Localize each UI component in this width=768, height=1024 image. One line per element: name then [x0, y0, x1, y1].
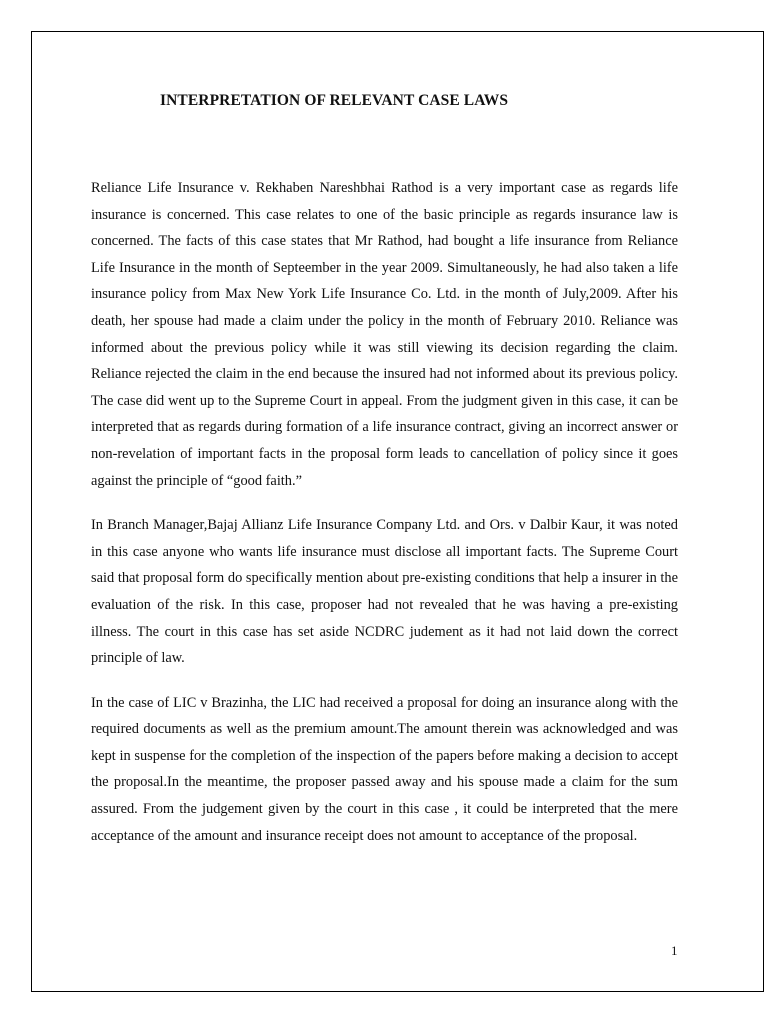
page-title: INTERPRETATION OF RELEVANT CASE LAWS: [160, 92, 509, 109]
paragraph-reliance-case: Reliance Life Insurance v. Rekhaben Nareshbhai Rathod is a very important case as regards life insurance is concerned. This case relates to one of the basic principle as regards insurance law is concerned. The facts of this case states that Mr Rathod, had bought a life insurance from Reliance Life Insurance in the month of Septeember in the year 2009. Simultaneously, he had also taken a life insurance policy from Max New York Life Insurance Co. Ltd. in the month of July,2009. After his death, her spouse had made a claim under the policy in the month of February 2010. Reliance was informed about the previous policy while it was still viewing its decision regarding the claim. Reliance rejected the claim in the end because the insured had not informed about its previous policy. The case did went up to the Supreme Court in appeal. From the judgment given in this case, it can be interpreted that as regards during formation of a life insurance contract, giving an incorrect answer or non-revelation of important facts in the proposal form leads to cancellation of policy since it goes against the principle of “good faith.”: [91, 180, 678, 489]
page-number: 1: [671, 943, 678, 958]
paragraph-lic-brazinha-case: In the case of LIC v Brazinha, the LIC had received a proposal for doing an insurance along with the required documents as well as the premium amount.The amount therein was acknowledged and was kept in suspense for the completion of the inspection of the papers before making a decision to accept the proposal.In the meantime, the proposer passed away and his spouse made a claim for the sum assured. From the judgement given by the court in this case , it could be interpreted that the mere acceptance of the amount and insurance receipt does not amount to acceptance of the proposal.: [91, 694, 678, 844]
paragraph-bajaj-allianz-case: In Branch Manager,Bajaj Allianz Life Insurance Company Ltd. and Ors. v Dalbir Kaur, it was noted in this case anyone who wants life insurance must disclose all important facts. The Supreme Court said that proposal form do specifically mention about pre-existing conditions that help a insurer in the evaluation of the risk. In this case, proposer had not revealed that he was having a pre-existing illness. The court in this case has set aside NCDRC judement as it had not laid down the correct principle of law.: [91, 517, 678, 667]
document-body: [91, 175, 678, 867]
